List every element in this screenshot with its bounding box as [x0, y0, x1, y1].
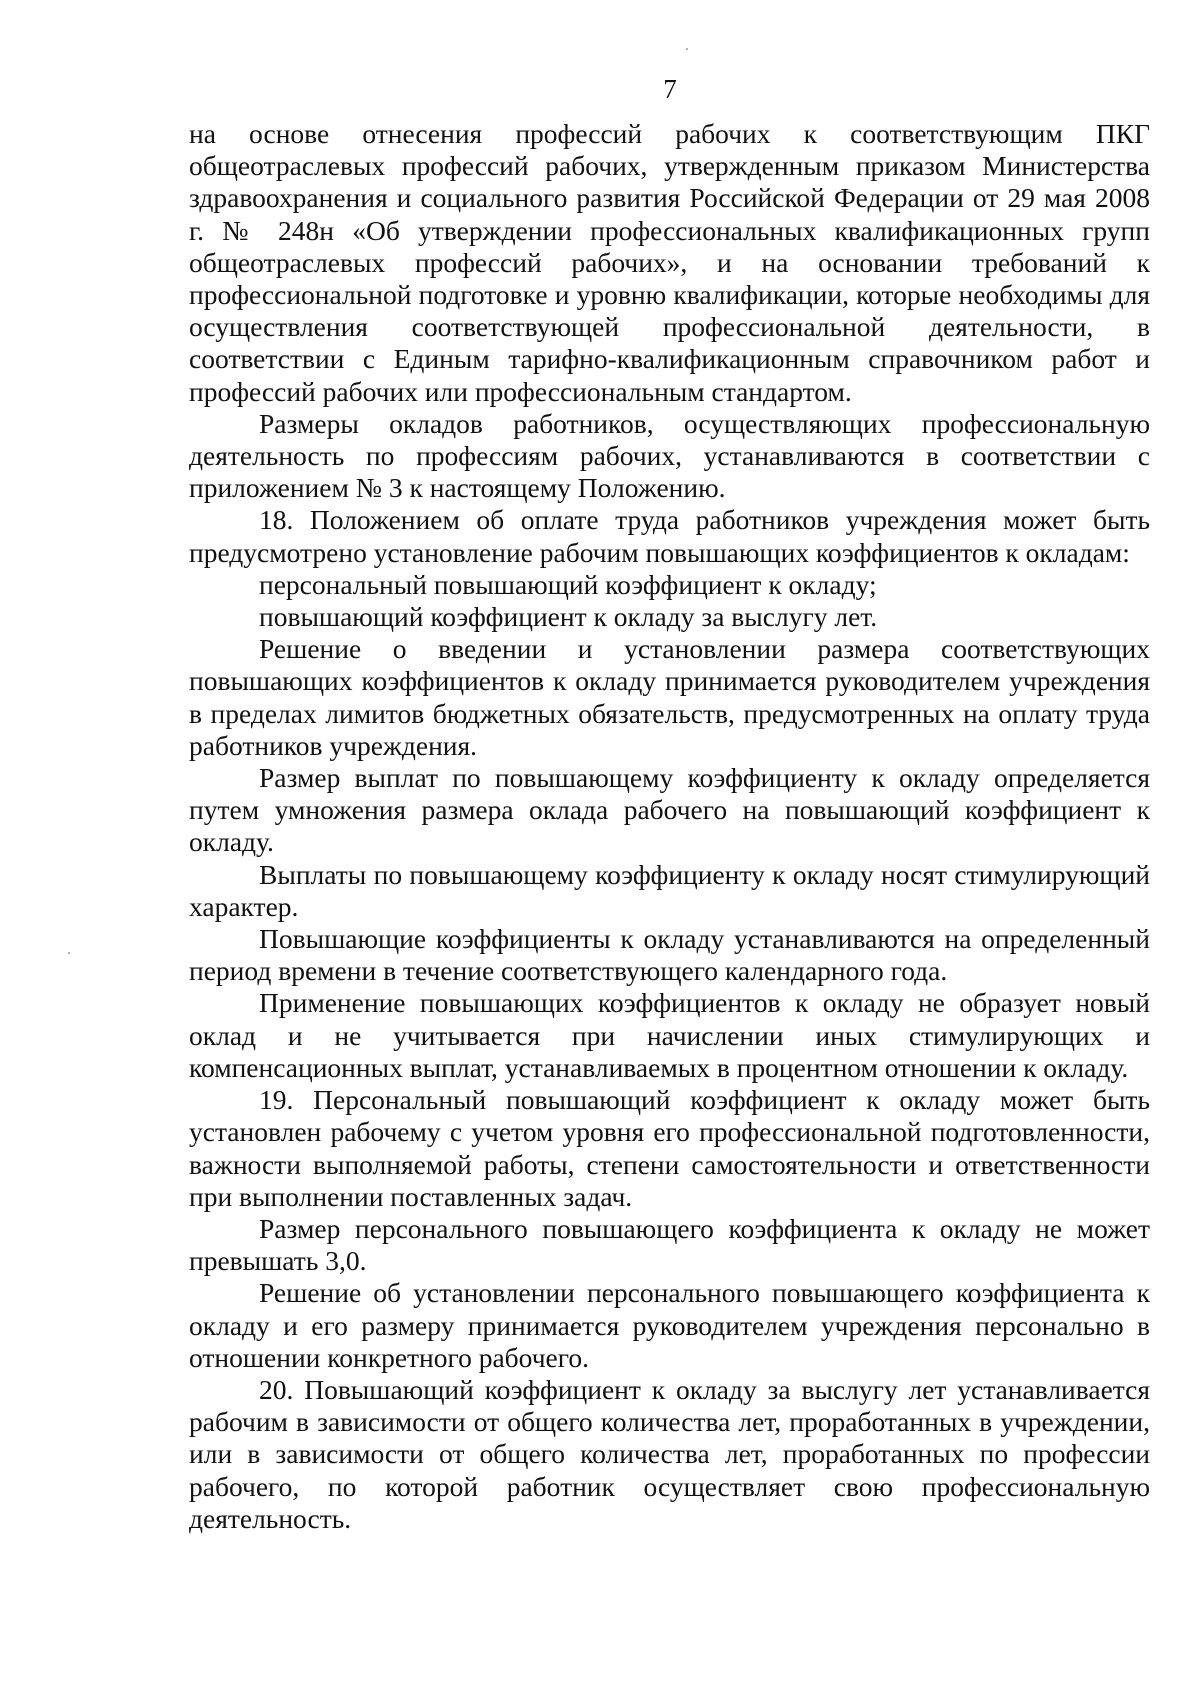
paragraph-max-coefficient: Размер персонального повышающего коэффициента к окладу не может превышать 3,0. [189, 1212, 1150, 1277]
paragraph-salary-sizes: Размеры окладов работников, осуществляющих профессиональную деятельность по профессиям рабочих, устанавливаются в соответствии с приложением № 3 к настоящему Положению. [189, 407, 1150, 504]
paragraph-item-20: 20. Повышающий коэффициент к окладу за выслугу лет устанавливается рабочим в зависимости от общего количества лет, проработанных в учреждении, или в зависимости от общего количества лет, проработанных по профессии рабочего, по которой работник осуществляет свою профессиональную деятельность. [189, 1373, 1150, 1534]
scan-speck [68, 952, 70, 954]
paragraph-decision: Решение о введении и установлении размера соответствующих повышающих коэффициентов к окладу принимается руководителем учреждения в пределах лимитов бюджетных обязательств, предусмотренных на оплату труда работников учреждения. [189, 633, 1150, 761]
paragraph-stimulating: Выплаты по повышающему коэффициенту к окладу носят стимулирующий характер. [189, 858, 1150, 922]
paragraph-item-18: 18. Положением об оплате труда работников учреждения может быть предусмотрено установление рабочим повышающих коэффициентов к окладам: [189, 504, 1150, 568]
paragraph-payment-size: Размер выплат по повышающему коэффициенту к окладу определяется путем умножения размера оклада рабочего на повышающий коэффициент к окладу. [189, 762, 1150, 858]
list-item-seniority-coefficient: повышающий коэффициент к окладу за выслугу лет. [259, 601, 878, 633]
paragraph-period: Повышающие коэффициенты к окладу устанавливаются на определенный период времени в течение соответствующего календарного года. [189, 923, 1150, 987]
paragraph-item-19: 19. Персональный повышающий коэффициент к окладу может быть установлен рабочему с учетом уровня его профессиональной подготовленности, важности выполняемой работы, степени самостоятельности и ответственности при выполнении поставленных задач. [189, 1084, 1150, 1212]
list-item-personal-coefficient: персональный повышающий коэффициент к окладу; [259, 568, 877, 600]
paragraph-personal-decision: Решение об установлении персонального повышающего коэффициента к окладу и его размеру принимается руководителем учреждения персонально в отношении конкретного рабочего. [189, 1277, 1150, 1373]
scan-speck [686, 48, 688, 50]
paragraph-application: Применение повышающих коэффициентов к окладу не образует новый оклад и не учитывается при начислении иных стимулирующих и компенсационных выплат, устанавливаемых в процентном отношении к окладу. [189, 987, 1150, 1083]
paragraph-continuation: на основе отнесения профессий рабочих к соответствующим ПКГ общеотраслевых профессий рабочих, утвержденным приказом Министерства здравоохранения и социального развития Российской Федерации от 29 мая 2008 г. № 248н «Об утверждении профессиональных квалификационных групп общеотраслевых профессий рабочих», и на основании требований к профессиональной подготовке и уровню квалификации, которые необходимы для осуществления соответствующей профессиональной деятельности, в соответствии с Единым тарифно-квалификационным справочником работ и профессий рабочих или профессиональным стандартом. [189, 118, 1150, 407]
page-number: 7 [663, 74, 677, 104]
document-body [189, 118, 1150, 1535]
